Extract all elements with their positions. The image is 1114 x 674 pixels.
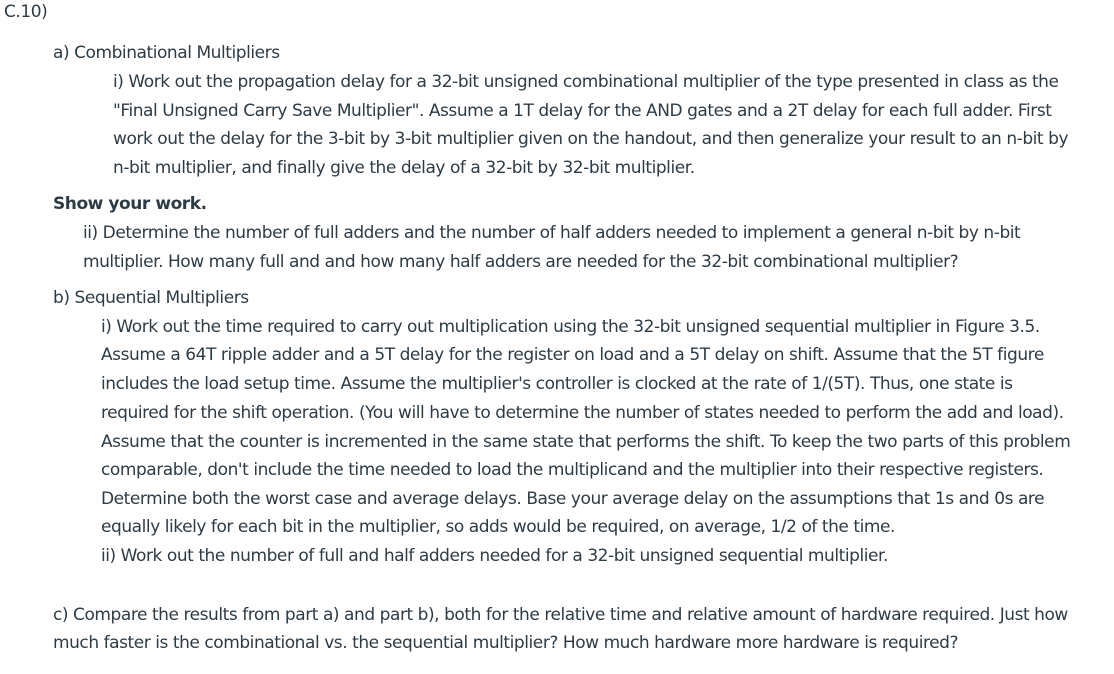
paragraph-line: includes the load setup time. Assume the multiplier's controller is clocked at the rate of 1/(5T). Thus, one state is xyxy=(101,374,1013,394)
paragraph-line: equally likely for each bit in the multiplier, so adds would be required, on average, 1/2 of the time. xyxy=(101,517,895,537)
show-your-work-label: Show your work. xyxy=(53,194,207,214)
paragraph-line: Assume a 64T ripple adder and a 5T delay for the register on load and a 5T delay on shift. Assume that the 5T figure xyxy=(101,345,1044,365)
paragraph-line: ii) Work out the number of full and half adders needed for a 32-bit unsigned sequential multiplier. xyxy=(101,546,888,566)
paragraph-line: Assume that the counter is incremented in the same state that performs the shift. To keep the two parts of this problem xyxy=(101,432,1071,452)
paragraph-line: i) Work out the time required to carry out multiplication using the 32-bit unsigned sequential multiplier in Figure 3.5. xyxy=(101,317,1040,337)
paragraph-line: comparable, don't include the time needed to load the multiplicand and the multiplier into their respective registers. xyxy=(101,460,1044,480)
paragraph-line: c) Compare the results from part a) and part b), both for the relative time and relative amount of hardware required. Just how xyxy=(53,605,1068,625)
part-b-heading: b) Sequential Multipliers xyxy=(53,288,249,308)
paragraph-line: "Final Unsigned Carry Save Multiplier". Assume a 1T delay for the AND gates and a 2T delay for each full adder. First xyxy=(113,101,1052,121)
question-number: C.10) xyxy=(4,2,48,22)
paragraph-line: ii) Determine the number of full adders and the number of half adders needed to implement a general n-bit by n-bit xyxy=(83,223,1021,243)
paragraph-line: i) Work out the propagation delay for a 32-bit unsigned combinational multiplier of the type presented in class as the xyxy=(113,72,1059,92)
paragraph-line: much faster is the combinational vs. the sequential multiplier? How much hardware more hardware is required? xyxy=(53,633,959,653)
paragraph-line: required for the shift operation. (You will have to determine the number of states needed to perform the add and load). xyxy=(101,403,1064,423)
paragraph-line: n-bit multiplier, and finally give the delay of a 32-bit by 32-bit multiplier. xyxy=(113,158,695,178)
paragraph-line: multiplier. How many full and and how many half adders are needed for the 32-bit combinational multiplier? xyxy=(83,252,959,272)
paragraph-line: work out the delay for the 3-bit by 3-bit multiplier given on the handout, and then generalize your result to an n-bit by xyxy=(113,129,1069,149)
part-a-heading: a) Combinational Multipliers xyxy=(53,43,280,63)
paragraph-line: Determine both the worst case and average delays. Base your average delay on the assumptions that 1s and 0s are xyxy=(101,489,1045,509)
